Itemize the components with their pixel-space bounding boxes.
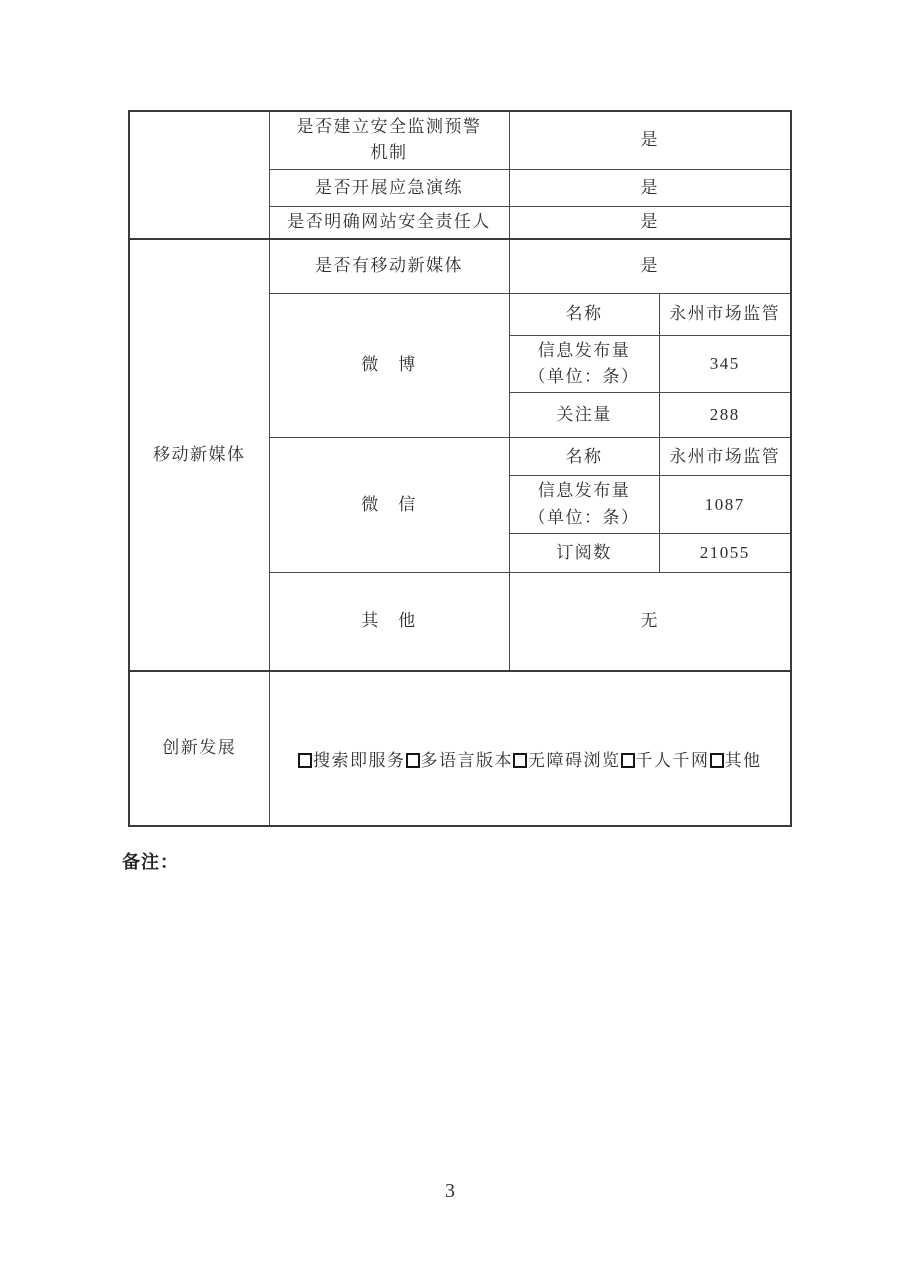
- wechat-subscribers-label: 订阅数: [509, 534, 659, 573]
- weibo-name-label: 名称: [509, 293, 659, 335]
- section-cell-empty: [129, 111, 269, 239]
- report-table: [128, 110, 792, 827]
- checkbox-unchecked-icon: [406, 753, 420, 768]
- innovation-option-accessibility: [513, 748, 621, 774]
- other-media-label: 其 他: [269, 573, 509, 671]
- weibo-followers-value: 288: [659, 393, 791, 438]
- wechat-subscribers-value: 21055: [659, 534, 791, 573]
- section-cell-mobile-media: 移动新媒体: [129, 239, 269, 670]
- weibo-followers-label: 关注量: [509, 393, 659, 438]
- security-question-2-label: 是否开展应急演练: [269, 169, 509, 206]
- section-cell-innovation: 创新发展: [129, 671, 269, 826]
- checkbox-unchecked-icon: [621, 753, 635, 768]
- innovation-option-label: 其他: [724, 751, 762, 771]
- innovation-option-label: 千人千网: [635, 751, 710, 771]
- security-question-2-value: 是: [509, 169, 791, 206]
- innovation-options: [269, 671, 791, 826]
- innovation-option-other: [710, 748, 762, 774]
- security-question-1-label: 是否建立安全监测预警 机制: [269, 111, 509, 169]
- other-media-value: 无: [509, 573, 791, 671]
- innovation-option-label: 搜索即服务: [313, 751, 406, 771]
- innovation-option-label: 无障碍浏览: [528, 751, 621, 771]
- innovation-option-multilingual: [406, 748, 514, 774]
- has-mobile-media-label: 是否有移动新媒体: [269, 239, 509, 293]
- security-question-3-value: 是: [509, 206, 791, 239]
- checkbox-unchecked-icon: [298, 753, 312, 768]
- weibo-posts-label: 信息发布量 （单位：条）: [509, 335, 659, 393]
- wechat-posts-value: 1087: [659, 476, 791, 534]
- weibo-name-value: 永州市场监管: [659, 293, 791, 335]
- has-mobile-media-value: 是: [509, 239, 791, 293]
- checkbox-unchecked-icon: [710, 753, 724, 768]
- innovation-option-personalized: [621, 748, 710, 774]
- notes-label: 备注：: [122, 852, 179, 872]
- innovation-option-label: 多语言版本: [420, 751, 513, 771]
- wechat-cell: 微 信: [269, 438, 509, 573]
- weibo-posts-value: 345: [659, 335, 791, 393]
- wechat-name-label: 名称: [509, 438, 659, 476]
- security-question-3-label: 是否明确网站安全责任人: [269, 206, 509, 239]
- weibo-cell: 微 博: [269, 293, 509, 438]
- page-number: 3: [445, 1180, 455, 1202]
- security-question-1-value: 是: [509, 111, 791, 169]
- wechat-posts-label: 信息发布量 （单位：条）: [509, 476, 659, 534]
- checkbox-unchecked-icon: [513, 753, 527, 768]
- wechat-name-value: 永州市场监管: [659, 438, 791, 476]
- innovation-option-search: [298, 748, 406, 774]
